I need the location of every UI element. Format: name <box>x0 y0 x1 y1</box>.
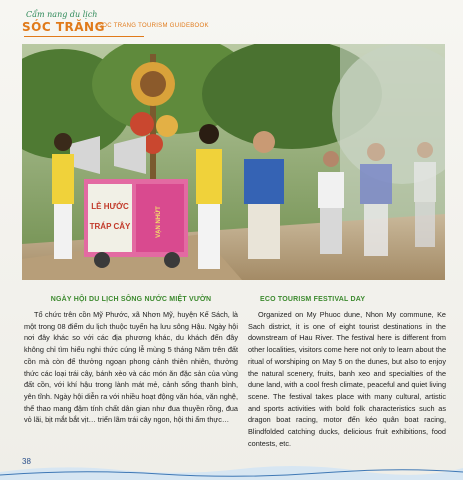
vietnamese-title: NGÀY HỘI DU LỊCH SÔNG NƯỚC MIỆT VƯỜN <box>50 296 212 303</box>
festival-photo <box>22 44 445 280</box>
header-guidebook-label: SOC TRANG TOURISM GUIDEBOOK <box>98 23 209 29</box>
english-column <box>248 296 446 449</box>
cart-sign-line-1: LỄ HƯỚC <box>91 202 129 211</box>
cart-sign-line-2: TRÁP CÂY <box>89 222 131 231</box>
footer-wave-decoration <box>0 462 463 480</box>
cart-side-sign: VẠN NHỨT <box>156 206 162 238</box>
page-number: 38 <box>22 457 31 466</box>
header-brand: SÓC TRĂNG <box>22 20 105 34</box>
festival-photo-illustration <box>22 44 445 280</box>
page-header <box>22 10 442 40</box>
english-body: Organized on My Phuoc dune, Nhon My commune, Ke Sach district, it is one of eight tourist destinations in the downstream of Hau River. The festival here is different from other localities, visitors come here not only to learn about the ritual of worshiping on May 5 on the dunes, but also to enjoy the natural scenery, fruits, banh xeo and specialties of the dune land, with a cool fresh climate, peaceful and quiet living scene. The festival takes place with many cultural, artistic and sports activities with bold folk characteristics such as dragon boat racing, motor đến kéo quân boat racing, Blindfolded catching ducks, delicious fruit exhibitions, food contests, etc. <box>248 310 446 448</box>
vietnamese-column <box>24 296 238 426</box>
vietnamese-body: Tổ chức trên cồn Mỹ Phước, xã Nhơn Mỹ, huyện Kế Sách, là một trong 08 điểm du lịch thuộc tuyến hạ lưu sông Hậu. Ngày hội nơi đây khác so với các địa phương khác, du khách đến đây không chỉ tìm hiểu nghi thức cúng lễ mùng 5 tháng Năm trên đất cồn mà còn để thưởng ngoạn phong cảnh thiên nhiên, thưởng thức các loại trái cây, bánh xèo và các món ăn đặc sản của vùng đất cồn, với khí hậu trong lành mát mẻ, cảnh sống thanh bình, yên tĩnh. Ngày hội diễn ra với nhiều hoạt động văn hóa, văn nghệ, thể thao mang đậm tính chất dân gian như đua thuyền rồng, đua vỏ lãi, bịt mắt bắt vịt… triển lãm trái cây ngon, hội thi ẩm thực… <box>24 310 238 425</box>
header-divider <box>24 36 144 37</box>
english-title: ECO TOURISM FESTIVAL DAY <box>260 296 366 303</box>
header-script-title: Cẩm nang du lịch <box>26 10 98 19</box>
